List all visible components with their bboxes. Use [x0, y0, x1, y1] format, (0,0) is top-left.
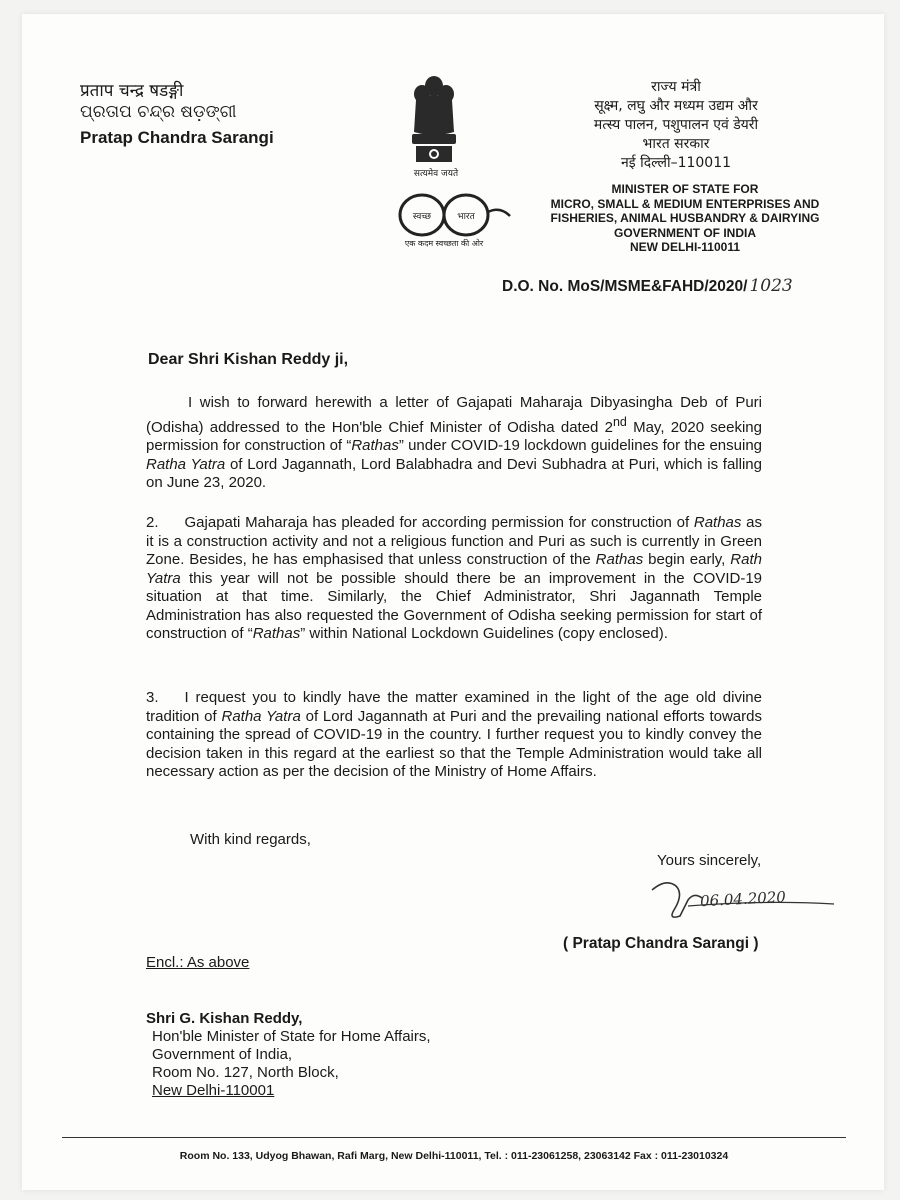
sender-name-hindi: प्रताप चन्द्र षडङ्गी: [80, 81, 184, 101]
text-run: I wish to forward herewith a letter of Gajapati Maharaja Dibyasingha Deb of Puri (Odisha) addressed to the Hon'ble Chief Minister of Odisha dated 2: [146, 394, 762, 436]
text-superscript: nd: [612, 414, 627, 429]
text-run: this year will not be possible should there be an improvement in the COVID-19 situation at that time. Similarly, the Chief Administrator, Shri Jagannath Temple Administration has also requested the Government of Odisha seeking permission for start of construction of “: [146, 569, 762, 642]
text-run: ” under COVID-19 lockdown guidelines for the ensuing: [398, 437, 762, 454]
designation-english: [540, 182, 830, 255]
sender-name-english: Pratap Chandra Sarangi: [80, 128, 274, 147]
text-run: ” within National Lockdown Guidelines (copy enclosed).: [300, 625, 668, 642]
text-run: May, 2020 seeking permission for construction of “: [146, 418, 762, 454]
recipient-line: Government of India,: [152, 1046, 293, 1063]
paragraph-1: [146, 394, 762, 493]
text-run: Gajapati Maharaja has pleaded for according permission for construction of: [184, 514, 694, 531]
enclosure-note: Encl.: As above: [146, 954, 250, 971]
signature-date: 06.04.2020: [699, 887, 787, 911]
designation-english-line: MINISTER OF STATE FOR: [611, 182, 759, 196]
designation-hindi-line: भारत सरकार: [642, 136, 710, 152]
designation-hindi-line: सूक्ष्म, लघु और मध्यम उद्यम और: [594, 98, 758, 114]
text-run: of Lord Jagannath, Lord Balabhadra and Devi Subhadra at Puri, which is falling on June 23, 2020.: [146, 455, 762, 491]
swachh-left-text: स्वच्छ: [412, 212, 432, 222]
reference-number: [502, 276, 793, 296]
text-italic: Rathas: [351, 437, 399, 454]
paragraph-3: [146, 689, 762, 782]
recipient-line: New Delhi-110001: [152, 1082, 275, 1099]
closing-regards: With kind regards,: [190, 831, 311, 848]
swachh-right-text: भारत: [457, 212, 475, 222]
swachh-bharat-logo: [392, 192, 512, 238]
salutation: Dear Shri Kishan Reddy ji,: [148, 351, 349, 368]
paragraph-number: 3.: [146, 689, 159, 706]
paragraph-2: [146, 514, 762, 644]
swachh-tagline: एक कदम स्वच्छता की ओर: [404, 239, 484, 248]
designation-english-line: GOVERNMENT OF INDIA: [613, 225, 756, 240]
footer-address: Room No. 133, Udyog Bhawan, Rafi Marg, New Delhi-110011, Tel. : 011-23061258, 23063142 Fax : 011-23010324: [179, 1150, 729, 1162]
recipient-address: [146, 1010, 431, 1100]
recipient-name: Shri G. Kishan Reddy,: [146, 1010, 303, 1027]
designation-english-line: NEW DELHI-110011: [629, 240, 741, 254]
sender-name-odia: ପ୍ରତାପ ଚନ୍ଦ୍ର ଷଡ଼ଙ୍ଗୀ: [80, 102, 237, 122]
text-italic: Ratha Yatra: [146, 455, 226, 473]
text-italic: Rathas: [595, 551, 644, 568]
designation-hindi-line: नई दिल्ली–110011: [620, 155, 732, 171]
text-run: I request you to kindly have the matter examined in the light of the age old divine tradition of: [146, 689, 762, 725]
recipient-line: Hon'ble Minister of State for Home Affairs,: [152, 1028, 431, 1045]
designation-hindi: [556, 78, 796, 173]
designation-hindi-line: राज्य मंत्री: [651, 79, 701, 95]
yours-sincerely: Yours sincerely,: [657, 852, 762, 869]
text-italic: Rathas: [252, 625, 301, 642]
reference-printed: D.O. No. MoS/MSME&FAHD/2020/: [502, 278, 748, 295]
recipient-line: Room No. 127, North Block,: [152, 1064, 339, 1081]
designation-english-line: FISHERIES, ANIMAL HUSBANDRY & DAIRYING: [550, 211, 820, 225]
designation-hindi-line: मत्स्य पालन, पशुपालन एवं डेयरी: [593, 117, 759, 133]
text-run: begin early,: [643, 551, 731, 568]
paragraph-number: 2.: [146, 514, 159, 531]
signer-name: ( Pratap Chandra Sarangi ): [563, 935, 759, 952]
text-run: as it is a construction activity and not a religious function and Puri as such is currently in Green Zone. Besides, he has emphasised that unless construction of the: [146, 514, 762, 568]
text-italic: Rath Yatra: [146, 551, 762, 587]
text-italic: Ratha Yatra: [221, 707, 301, 725]
text-run: of Lord Jagannath at Puri and the prevailing national efforts towards containing the spread of COVID-19 in the country. I further request you to kindly convey the decision taken in this regard at the earliest so that the Temple Administration would take all necessary action as per the decision of the Ministry of Home Affairs.: [146, 707, 762, 780]
footer-divider: [62, 1137, 846, 1138]
text-italic: Rathas: [693, 514, 742, 531]
designation-english-line: MICRO, SMALL & MEDIUM ENTERPRISES AND: [550, 196, 820, 211]
reference-handwritten: 1023: [749, 276, 793, 296]
emblem-motto: सत्यमेव जयते: [413, 169, 459, 179]
